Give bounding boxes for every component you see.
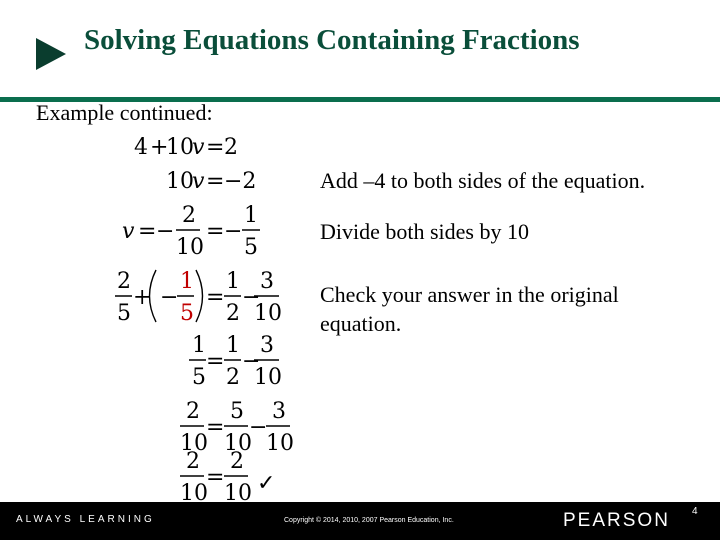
fraction-numerator: 3 [260,333,274,358]
math-term: 10 [166,169,194,194]
check-mark-icon: ✓ [257,471,276,496]
fraction-numerator: 1 [192,333,206,358]
fraction-denominator: 5 [180,301,194,326]
fraction-denominator: 5 [244,235,258,260]
fraction-numerator: 2 [186,399,200,424]
footer-copyright: Copyright © 2014, 2010, 2007 Pearson Education, Inc. [284,517,454,524]
math-variable: v [122,219,135,244]
math-operator: = [206,465,225,490]
math-operator: = [206,415,225,440]
math-operator: + [133,285,152,310]
equation-line-3 [122,203,260,260]
math-operator: − [160,285,179,310]
instruction-add: Add –4 to both sides of the equation. [320,168,646,193]
math-operator: − [242,349,261,374]
fraction-numerator: 1 [226,269,240,294]
fraction-numerator: 1 [180,269,194,294]
equation-line-1 [134,135,238,160]
equation-line-5 [189,333,282,390]
fraction-denominator: 10 [224,431,252,456]
fraction-denominator: 10 [180,431,208,456]
fraction-denominator: 5 [192,365,206,390]
example-label: Example continued: [36,100,213,125]
fraction-denominator: 10 [254,301,282,326]
math-operator: = [206,135,225,160]
fraction-denominator: 10 [266,431,294,456]
math-operator: = [138,219,157,244]
math-operator: − [249,415,268,440]
fraction-numerator: 2 [117,269,131,294]
fraction-denominator: 10 [254,365,282,390]
fraction-denominator: 10 [180,481,208,502]
fraction-numerator: 3 [260,269,274,294]
math-operator: = [206,219,225,244]
math-term: 10 [166,135,194,160]
fraction-denominator: 2 [226,301,240,326]
fraction-denominator: 10 [176,235,204,260]
instruction-divide: Divide both sides by 10 [320,219,529,244]
fraction-denominator: 2 [226,365,240,390]
math-variable: v [192,135,205,160]
math-term: 2 [224,135,238,160]
fraction-numerator: 2 [182,203,196,228]
slide-title: Solving Equations Containing Fractions [84,24,580,56]
right-parenthesis [196,270,203,322]
fraction-denominator: 10 [224,481,252,502]
page-number: 4 [692,506,698,517]
fraction-numerator: 1 [226,333,240,358]
equation-line-2 [166,169,256,194]
pearson-logo: PEARSON [563,510,670,531]
math-operator: + [150,135,169,160]
math-operator: = [206,169,225,194]
math-term: 4 [134,135,148,160]
equation-line-4 [115,269,282,326]
math-term: −2 [224,169,257,194]
fraction-numerator: 5 [230,399,244,424]
math-operator: = [206,285,225,310]
fraction-numerator: 3 [272,399,286,424]
math-operator: = [206,349,225,374]
fraction-numerator: 2 [186,449,200,474]
fraction-denominator: 5 [117,301,131,326]
math-operator: − [156,219,175,244]
footer-tagline: ALWAYS LEARNING [16,514,155,525]
math-operator: − [224,219,243,244]
fraction-numerator: 2 [230,449,244,474]
math-operator: − [242,285,261,310]
fraction-numerator: 1 [244,203,258,228]
equation-line-7 [180,449,275,502]
footer-bar [0,502,720,540]
math-variable: v [192,169,205,194]
equation-line-6 [180,399,294,456]
instruction-check: Check your answer in the original equation. [320,282,619,336]
